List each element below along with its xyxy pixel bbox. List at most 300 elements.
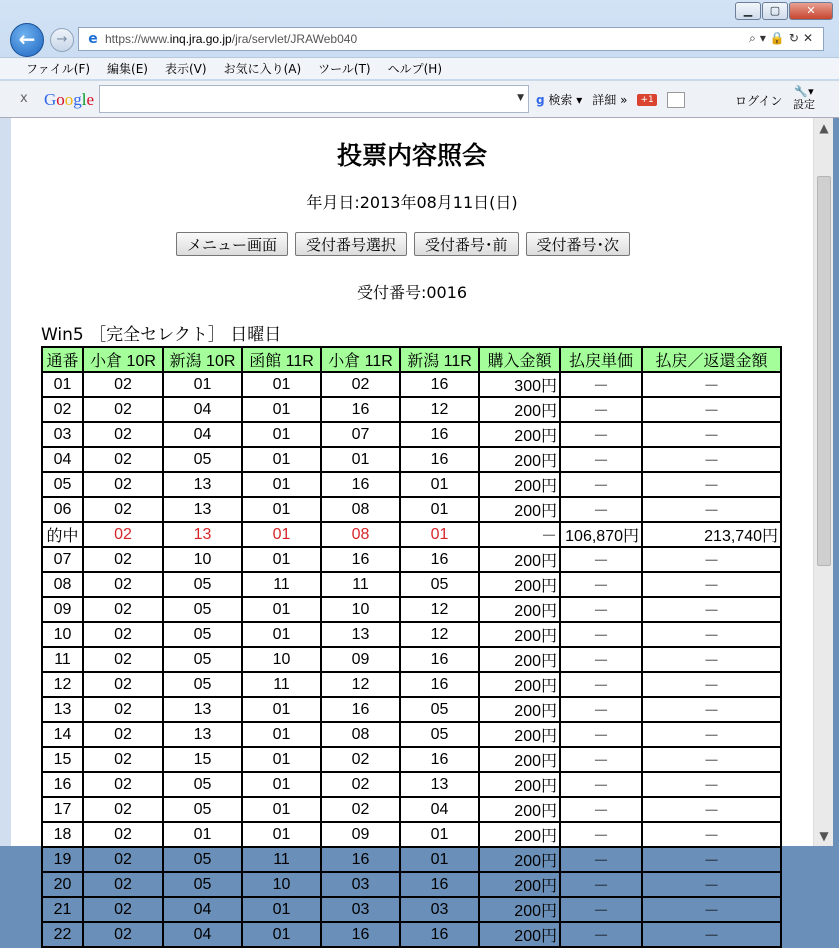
table-cell: 16	[400, 547, 479, 572]
table-cell: 01	[242, 797, 321, 822]
table-cell: 01	[242, 697, 321, 722]
table-cell: 02	[321, 747, 400, 772]
table-cell: 10	[242, 872, 321, 897]
table-cell: 05	[400, 572, 479, 597]
date-label: 年月日:2013年08月11日(日)	[306, 193, 518, 212]
table-cell: 01	[242, 422, 321, 447]
table-row	[42, 422, 781, 447]
table-cell: 02	[83, 372, 163, 397]
table-cell: 02	[83, 772, 163, 797]
table-cell: 04	[42, 447, 83, 472]
table-cell: －	[560, 797, 642, 822]
table-cell: 106,870円	[560, 522, 642, 547]
table-cell: 200円	[479, 897, 560, 922]
menu-view[interactable]: 表示(V)	[164, 62, 207, 76]
table-cell: 12	[400, 597, 479, 622]
table-row	[42, 697, 781, 722]
table-cell: 02	[83, 822, 163, 847]
table-cell: 16	[400, 372, 479, 397]
table-cell: －	[642, 847, 781, 872]
table-cell: 02	[321, 372, 400, 397]
table-cell: 200円	[479, 747, 560, 772]
google-plus-count	[667, 92, 685, 108]
table-cell: 10	[321, 597, 400, 622]
settings-label: 設定	[793, 98, 815, 111]
table-cell: 02	[83, 697, 163, 722]
table-cell: －	[642, 722, 781, 747]
table-cell: 02	[83, 572, 163, 597]
table-cell: －	[642, 447, 781, 472]
table-cell: －	[642, 547, 781, 572]
table-row	[42, 447, 781, 472]
google-g-icon: g	[536, 93, 545, 107]
table-cell: 05	[163, 772, 242, 797]
table-cell: 16	[400, 672, 479, 697]
table-cell: 08	[42, 572, 83, 597]
table-cell: －	[642, 472, 781, 497]
google-toolbar-items	[536, 91, 685, 108]
table-row	[42, 622, 781, 647]
table-cell: －	[642, 597, 781, 622]
table-cell: 01	[242, 822, 321, 847]
address-bar[interactable]	[78, 27, 824, 51]
table-cell: 11	[242, 847, 321, 872]
google-detail-button[interactable]: 詳細 »	[592, 93, 628, 107]
header-payout-unit: 払戻単価	[560, 347, 642, 372]
table-cell: 02	[83, 447, 163, 472]
table-cell: 16	[321, 847, 400, 872]
table-cell: 02	[83, 897, 163, 922]
table-cell: 300円	[479, 372, 560, 397]
table-cell: 09	[321, 822, 400, 847]
table-cell: 01	[242, 447, 321, 472]
table-cell: －	[560, 822, 642, 847]
table-cell: 14	[42, 722, 83, 747]
header-race-2: 新潟 10R	[163, 347, 242, 372]
table-cell: 13	[163, 472, 242, 497]
menu-screen-button[interactable]: メニュー画面	[176, 232, 288, 256]
maximize-button[interactable]: ▢	[762, 2, 788, 20]
table-cell: 17	[42, 797, 83, 822]
header-serial: 通番	[42, 347, 83, 372]
table-cell: 200円	[479, 822, 560, 847]
table-cell: 08	[321, 722, 400, 747]
table-cell: 11	[242, 672, 321, 697]
table-cell: 02	[83, 472, 163, 497]
table-cell: 01	[242, 772, 321, 797]
table-row	[42, 847, 781, 872]
table-cell: 12	[400, 397, 479, 422]
table-cell: 04	[163, 422, 242, 447]
bet-rows	[42, 372, 781, 947]
table-cell: 04	[400, 797, 479, 822]
table-cell: 01	[321, 447, 400, 472]
table-row	[42, 472, 781, 497]
table-cell: 04	[163, 922, 242, 947]
bet-section-title: Win5 ［完全セレクト］ 日曜日	[41, 325, 282, 345]
table-cell: 02	[83, 597, 163, 622]
table-cell: －	[560, 472, 642, 497]
table-cell: 05	[163, 622, 242, 647]
table-cell: 16	[321, 472, 400, 497]
table-cell: 01	[42, 372, 83, 397]
table-cell: 05	[163, 572, 242, 597]
table-cell: －	[560, 722, 642, 747]
table-cell: 05	[163, 872, 242, 897]
table-row	[42, 722, 781, 747]
menu-tools[interactable]: ツール(T)	[318, 62, 371, 76]
table-cell: 01	[242, 497, 321, 522]
table-cell: 01	[163, 822, 242, 847]
close-button[interactable]: ✕	[789, 2, 833, 20]
url-host: inq.jra.go.jp	[169, 32, 232, 46]
table-cell: 10	[163, 547, 242, 572]
ie-page-icon: e	[88, 31, 98, 47]
table-cell: 02	[42, 397, 83, 422]
table-cell: 05	[163, 597, 242, 622]
table-cell: 07	[42, 547, 83, 572]
table-cell: －	[642, 747, 781, 772]
header-race-4: 小倉 11R	[321, 347, 400, 372]
table-cell: 03	[400, 897, 479, 922]
winning-row	[42, 522, 781, 547]
table-cell: 01	[400, 522, 479, 547]
table-cell: 200円	[479, 847, 560, 872]
table-cell: －	[560, 447, 642, 472]
table-cell: 15	[42, 747, 83, 772]
google-search-button[interactable]: g 検索 ▾	[536, 93, 583, 107]
table-cell: 03	[321, 897, 400, 922]
table-row	[42, 572, 781, 597]
table-row	[42, 772, 781, 797]
table-cell: －	[642, 497, 781, 522]
table-cell: 19	[42, 847, 83, 872]
header-race-1: 小倉 10R	[83, 347, 163, 372]
menu-bar	[0, 57, 839, 79]
table-cell: －	[642, 897, 781, 922]
scroll-thumb[interactable]	[817, 176, 831, 566]
window-right-border	[833, 118, 839, 846]
table-cell: 18	[42, 822, 83, 847]
table-cell: 03	[42, 422, 83, 447]
lock-icon[interactable]: 🔒	[769, 31, 789, 45]
receipt-next-button[interactable]: 受付番号･次	[526, 232, 631, 256]
url-path: /jra/servlet/JRAWeb040	[231, 32, 358, 46]
url-text	[105, 32, 357, 46]
menu-file[interactable]: ファイル(F)	[26, 62, 91, 76]
table-cell: 05	[163, 797, 242, 822]
table-cell: 200円	[479, 497, 560, 522]
table-cell: －	[560, 497, 642, 522]
table-cell: 200円	[479, 922, 560, 947]
table-cell: 02	[321, 772, 400, 797]
table-cell: －	[560, 922, 642, 947]
table-cell: 02	[83, 647, 163, 672]
table-cell: 02	[83, 847, 163, 872]
minimize-button[interactable]: ▁	[735, 2, 761, 20]
table-cell: 200円	[479, 772, 560, 797]
url-prefix: https://www.	[105, 32, 170, 46]
table-cell: 200円	[479, 597, 560, 622]
table-cell: －	[560, 572, 642, 597]
table-cell: 01	[242, 397, 321, 422]
table-cell: －	[642, 772, 781, 797]
table-cell: 02	[83, 547, 163, 572]
table-cell: －	[642, 372, 781, 397]
table-cell: 16	[400, 447, 479, 472]
receipt-select-button[interactable]: 受付番号選択	[295, 232, 407, 256]
google-search-label: 検索	[548, 93, 573, 107]
table-cell: 200円	[479, 672, 560, 697]
header-payout-amount: 払戻／返還金額	[642, 347, 781, 372]
table-cell: 16	[400, 872, 479, 897]
table-cell: 200円	[479, 722, 560, 747]
table-cell: －	[560, 372, 642, 397]
header-race-5: 新潟 11R	[400, 347, 479, 372]
table-cell: 200円	[479, 622, 560, 647]
table-cell: 02	[83, 872, 163, 897]
table-cell: －	[560, 647, 642, 672]
table-cell: 13	[42, 697, 83, 722]
table-cell: 07	[321, 422, 400, 447]
table-cell: 13	[163, 722, 242, 747]
browser-chrome	[0, 0, 839, 118]
back-button[interactable]: ←	[10, 23, 44, 57]
table-cell: 01	[242, 722, 321, 747]
window-controls	[735, 2, 833, 20]
table-cell: 13	[321, 622, 400, 647]
table-cell: 13	[163, 697, 242, 722]
receipt-prev-button[interactable]: 受付番号･前	[414, 232, 519, 256]
table-row	[42, 897, 781, 922]
chevron-down-icon[interactable]: ▼	[517, 93, 524, 103]
table-cell: 200円	[479, 647, 560, 672]
table-cell: 01	[242, 922, 321, 947]
table-cell: 16	[400, 922, 479, 947]
table-cell: －	[560, 897, 642, 922]
table-row	[42, 797, 781, 822]
table-row	[42, 922, 781, 947]
table-cell: 01	[400, 497, 479, 522]
page-title: 投票内容照会	[336, 141, 487, 170]
table-cell: 22	[42, 922, 83, 947]
table-cell: －	[642, 797, 781, 822]
table-cell: 01	[242, 522, 321, 547]
table-cell: 05	[400, 722, 479, 747]
table-cell: －	[560, 772, 642, 797]
close-icon[interactable]: ✕	[802, 31, 817, 45]
google-search-input[interactable]	[99, 85, 529, 113]
table-cell: 02	[83, 397, 163, 422]
table-cell: 01	[242, 622, 321, 647]
table-cell: 13	[400, 772, 479, 797]
page-content	[11, 118, 813, 945]
table-cell: －	[642, 647, 781, 672]
header-purchase-amount: 購入金額	[479, 347, 560, 372]
table-cell: 09	[321, 647, 400, 672]
table-cell: －	[479, 522, 560, 547]
table-cell: 200円	[479, 697, 560, 722]
wrench-icon: 🔧▾	[794, 85, 814, 98]
table-cell: 05	[42, 472, 83, 497]
table-cell: －	[560, 422, 642, 447]
table-row	[42, 872, 781, 897]
table-cell: 09	[42, 597, 83, 622]
table-cell: 02	[83, 622, 163, 647]
bet-table	[41, 346, 782, 948]
table-cell: 10	[42, 622, 83, 647]
table-cell: 16	[321, 397, 400, 422]
table-cell: 05	[163, 847, 242, 872]
refresh-icon[interactable]: ↻	[788, 31, 803, 45]
table-cell: 20	[42, 872, 83, 897]
table-cell: 200円	[479, 397, 560, 422]
table-cell: 16	[42, 772, 83, 797]
table-cell: 02	[83, 797, 163, 822]
table-cell: 02	[321, 797, 400, 822]
table-cell: 12	[42, 672, 83, 697]
table-cell: －	[642, 397, 781, 422]
table-cell: 01	[242, 747, 321, 772]
table-row	[42, 747, 781, 772]
table-cell: 16	[400, 647, 479, 672]
table-cell: 13	[163, 522, 242, 547]
menu-edit[interactable]: 編集(E)	[107, 62, 148, 76]
table-cell: 200円	[479, 422, 560, 447]
table-cell: 01	[242, 897, 321, 922]
google-toolbar	[0, 80, 839, 118]
table-cell: 08	[321, 522, 400, 547]
table-cell: 16	[321, 697, 400, 722]
table-cell: 200円	[479, 797, 560, 822]
receipt-number: 受付番号:0016	[356, 283, 468, 302]
table-cell: 16	[400, 422, 479, 447]
table-cell: 21	[42, 897, 83, 922]
table-cell: －	[642, 572, 781, 597]
table-cell: 01	[163, 372, 242, 397]
table-cell: 12	[321, 672, 400, 697]
forward-button[interactable]: →	[50, 28, 74, 52]
table-cell: 200円	[479, 872, 560, 897]
table-cell: －	[560, 847, 642, 872]
google-logo: Google	[44, 90, 95, 109]
table-cell: 02	[83, 722, 163, 747]
table-cell: 04	[163, 897, 242, 922]
table-row	[42, 647, 781, 672]
table-cell: 15	[163, 747, 242, 772]
table-cell: 05	[163, 447, 242, 472]
table-cell: －	[642, 672, 781, 697]
table-cell: 的中	[42, 522, 83, 547]
scroll-up-icon[interactable]: ▲	[819, 121, 829, 135]
table-cell: 12	[400, 622, 479, 647]
table-cell: －	[560, 597, 642, 622]
table-cell: 04	[163, 397, 242, 422]
table-cell: 200円	[479, 472, 560, 497]
vertical-scrollbar[interactable]	[813, 118, 833, 846]
table-cell: 16	[400, 747, 479, 772]
menu-help[interactable]: ヘルプ(H)	[387, 62, 442, 76]
google-plus-one-button[interactable]: +1	[637, 94, 656, 106]
address-bar-icons	[749, 31, 817, 46]
table-cell: 01	[242, 547, 321, 572]
table-cell: －	[560, 697, 642, 722]
table-cell: －	[642, 697, 781, 722]
table-row	[42, 822, 781, 847]
table-header-row	[42, 347, 781, 372]
table-cell: 05	[163, 672, 242, 697]
table-cell: 02	[83, 522, 163, 547]
table-cell: －	[642, 872, 781, 897]
table-cell: 01	[400, 472, 479, 497]
table-cell: 02	[83, 747, 163, 772]
table-cell: －	[560, 397, 642, 422]
table-cell: 11	[321, 572, 400, 597]
table-cell: －	[560, 747, 642, 772]
table-cell: 200円	[479, 547, 560, 572]
google-login-link[interactable]: ログイン	[735, 94, 783, 108]
table-cell: 01	[242, 597, 321, 622]
table-cell: 11	[242, 572, 321, 597]
scroll-down-icon[interactable]: ▼	[819, 829, 829, 843]
table-row	[42, 497, 781, 522]
table-cell: 10	[242, 647, 321, 672]
table-cell: －	[642, 822, 781, 847]
table-cell: 01	[400, 822, 479, 847]
table-cell: 08	[321, 497, 400, 522]
page-nav-buttons	[176, 232, 630, 256]
table-cell: －	[560, 872, 642, 897]
table-cell: 13	[163, 497, 242, 522]
table-cell: 02	[83, 422, 163, 447]
table-cell: 01	[242, 372, 321, 397]
table-cell: －	[560, 672, 642, 697]
menu-favorites[interactable]: お気に入り(A)	[223, 62, 302, 76]
table-cell: －	[642, 622, 781, 647]
table-cell: 16	[321, 547, 400, 572]
table-cell: 200円	[479, 447, 560, 472]
table-cell: －	[560, 547, 642, 572]
table-cell: 03	[321, 872, 400, 897]
header-race-3: 函館 11R	[242, 347, 321, 372]
table-row	[42, 372, 781, 397]
table-row	[42, 597, 781, 622]
table-cell: －	[560, 622, 642, 647]
table-cell: －	[642, 922, 781, 947]
toolbar-close-icon[interactable]: x	[20, 91, 28, 106]
table-cell: 05	[163, 647, 242, 672]
table-cell: 02	[83, 497, 163, 522]
table-cell: －	[642, 422, 781, 447]
search-icon[interactable]: ⌕▾	[749, 31, 770, 45]
google-settings-button[interactable]	[793, 85, 815, 111]
table-row	[42, 672, 781, 697]
table-cell: 01	[242, 472, 321, 497]
table-cell: 02	[83, 672, 163, 697]
table-cell: 213,740円	[642, 522, 781, 547]
table-cell: 11	[42, 647, 83, 672]
window-left-border	[0, 118, 11, 846]
table-row	[42, 547, 781, 572]
table-cell: 05	[400, 697, 479, 722]
table-row	[42, 397, 781, 422]
table-cell: 02	[83, 922, 163, 947]
navigation-row	[0, 22, 839, 56]
table-cell: 16	[321, 922, 400, 947]
table-cell: 01	[400, 847, 479, 872]
table-cell: 06	[42, 497, 83, 522]
table-cell: 200円	[479, 572, 560, 597]
